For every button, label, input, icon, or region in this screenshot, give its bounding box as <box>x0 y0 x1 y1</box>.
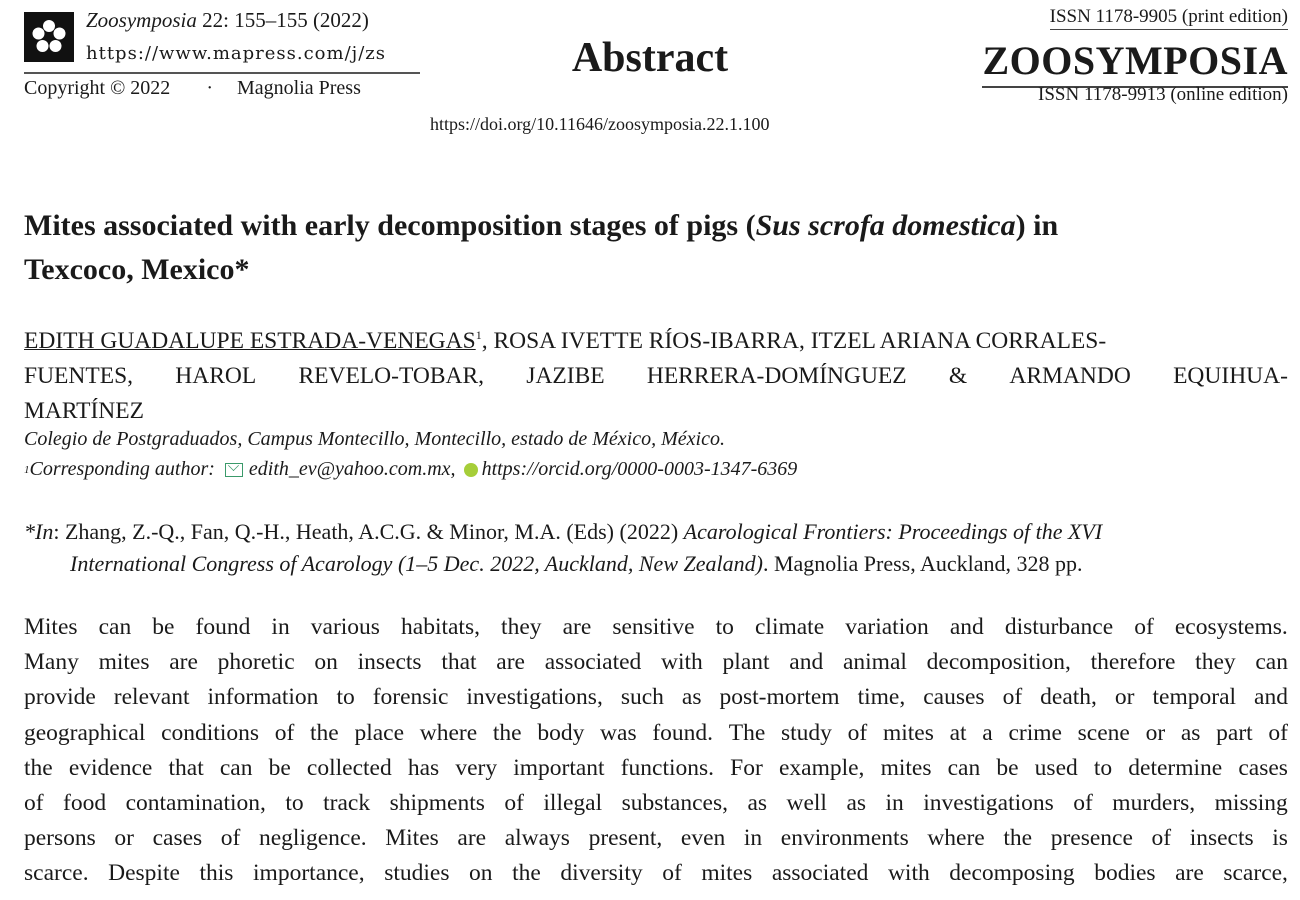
title-line-1 <box>24 204 1288 248</box>
magnolia-press-logo <box>24 12 74 62</box>
abstract-heading: Abstract <box>571 35 729 81</box>
body-line: Many mites are phoretic on insects that are associated with plant and animal decomposition, therefore they can <box>24 649 1288 676</box>
corresponding-author-link[interactable]: EDITH GUADALUPE ESTRADA-VENEGAS <box>24 328 476 354</box>
corresponding-author: 1 Corresponding author: edith_ev@yahoo.com.mx, https://orcid.org/0000-0003-1347-6369 <box>24 458 798 480</box>
header-divider <box>24 72 420 74</box>
author-footnote-mark: 1 <box>475 328 482 343</box>
body-line: Mites can be found in various habitats, they are sensitive to climate variation and disturbance of ecosystems. <box>24 614 1288 640</box>
body-line: persons or cases of negligence. Mites are always present, even in environments where the presence of insects is <box>24 825 1288 852</box>
body-line: geographical conditions of the place where the body was found. The study of mites at a crime scene or as part of <box>24 719 1288 746</box>
copyright-text: Copyright © 2022 <box>24 77 171 99</box>
title-line-2: Texcoco, Mexico* <box>24 253 250 286</box>
citation-line-2 <box>24 548 1288 580</box>
issn-online: ISSN 1178-9913 (online edition) <box>1038 84 1288 105</box>
email-link[interactable]: edith_ev@yahoo.com.mx, <box>248 458 456 480</box>
author-names: , ROSA IVETTE RÍOS-IBARRA, ITZEL ARIANA CORRALES- <box>481 328 1107 354</box>
author-list <box>24 324 1288 429</box>
body-line: provide relevant information to forensic investigations, such as post-mortem time, causes of death, or temporal and <box>24 684 1288 711</box>
journal-brand: ZOOSYMPOSIA <box>982 36 1288 88</box>
publisher-name: Magnolia Press <box>236 77 361 99</box>
title-text: ) in <box>1015 209 1059 242</box>
author-line-1 <box>24 324 1288 359</box>
citation-line-1 <box>24 516 1288 548</box>
copyright-line <box>24 77 361 100</box>
journal-citation <box>86 8 369 33</box>
species-name: Sus scrofa domestica <box>755 209 1016 242</box>
journal-volume: 22: 155–155 (2022) <box>196 8 369 32</box>
citation-publisher: . Magnolia Press, Auckland, 328 pp. <box>762 551 1083 576</box>
journal-name: Zoosymposia <box>86 8 197 32</box>
citation-editors: : Zhang, Z.-Q., Fan, Q.-H., Heath, A.C.G. & Minor, M.A. (Eds) (2022) <box>53 519 684 544</box>
author-line-3: MARTÍNEZ <box>24 398 144 424</box>
conference-citation <box>24 516 1288 580</box>
proceedings-title: Acarological Frontiers: Proceedings of the XVI <box>683 519 1103 544</box>
author-line-2: FUENTES, HAROL REVELO-TOBAR, JAZIBE HERRERA-DOMÍNGUEZ & ARMANDO EQUIHUA- <box>24 363 1288 389</box>
doi-link[interactable]: https://doi.org/10.11646/zoosymposia.22.1.100 <box>430 114 770 134</box>
body-line: the evidence that can be collected has very important functions. For example, mites can be used to determine cases <box>24 754 1288 781</box>
issn-print: ISSN 1178-9905 (print edition) <box>1050 6 1288 30</box>
paper-title <box>24 204 1288 292</box>
affiliation: Colegio de Postgraduados, Campus Montecillo, Montecillo, estado de México, México. <box>24 428 725 450</box>
title-text: Mites associated with early decomposition stages of pigs ( <box>24 209 756 242</box>
proceedings-title-cont: International Congress of Acarology (1–5 Dec. 2022, Auckland, New Zealand) <box>70 551 763 576</box>
orcid-link[interactable]: https://orcid.org/0000-0003-1347-6369 <box>481 458 798 480</box>
separator-dot: · <box>206 77 213 99</box>
body-line: scarce. Despite this importance, studies on the diversity of mites associated with decomposing bodies are scarce, <box>24 860 1288 887</box>
in-label: *In <box>24 519 54 544</box>
body-line: of food contamination, to track shipments of illegal substances, as well as in investigations of murders, missing <box>24 790 1288 817</box>
journal-url-link[interactable]: https://www.mapress.com/j/zs <box>86 43 387 64</box>
email-icon <box>225 463 243 477</box>
orcid-icon <box>464 463 478 477</box>
flower-icon <box>29 17 69 57</box>
abstract-body <box>24 610 1288 892</box>
corresponding-label: Corresponding author: <box>29 458 215 480</box>
